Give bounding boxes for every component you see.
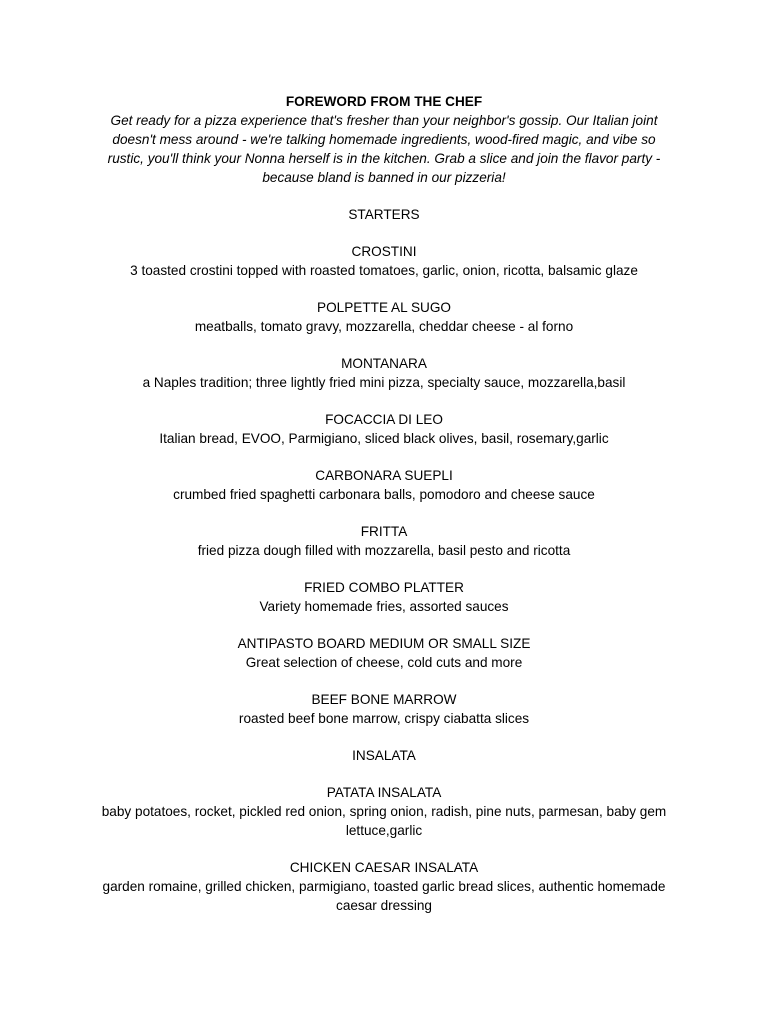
item-description: a Naples tradition; three lightly fried mini pizza, specialty sauce, mozzarella,basil <box>142 375 626 390</box>
item-name: ANTIPASTO BOARD MEDIUM OR SMALL SIZE <box>237 636 531 651</box>
foreword-title: FOREWORD FROM THE CHEF <box>285 94 483 109</box>
item-description: Great selection of cheese, cold cuts and more <box>245 655 523 670</box>
item-name: PATATA INSALATA <box>326 785 442 800</box>
item-description: Italian bread, EVOO, Parmigiano, sliced black olives, basil, rosemary,garlic <box>159 431 609 446</box>
section-title-starters: STARTERS <box>348 207 420 222</box>
item-name: FRIED COMBO PLATTER <box>304 580 464 595</box>
item-name: CARBONARA SUEPLI <box>315 468 453 483</box>
menu-item <box>96 690 672 728</box>
item-name: CHICKEN CAESAR INSALATA <box>289 860 479 875</box>
item-description: meatballs, tomato gravy, mozzarella, cheddar cheese - al forno <box>194 319 574 334</box>
menu-item <box>96 783 672 840</box>
item-name: POLPETTE AL SUGO <box>317 300 451 315</box>
item-name: MONTANARA <box>341 356 427 371</box>
menu-item <box>96 354 672 392</box>
menu-item <box>96 634 672 672</box>
item-description: baby potatoes, rocket, pickled red onion, spring onion, radish, pine nuts, parmesan, baby gem lettuce,garlic <box>101 804 667 838</box>
item-name: FRITTA <box>360 524 408 539</box>
item-description: garden romaine, grilled chicken, parmigiano, toasted garlic bread slices, authentic homemade caesar dressing <box>102 879 666 913</box>
item-name: CROSTINI <box>351 244 417 259</box>
item-name: FOCACCIA DI LEO <box>325 412 443 427</box>
item-description: crumbed fried spaghetti carbonara balls, pomodoro and cheese sauce <box>173 487 595 502</box>
menu-item <box>96 466 672 504</box>
item-description: roasted beef bone marrow, crispy ciabatta slices <box>238 711 530 726</box>
item-description: fried pizza dough filled with mozzarella, basil pesto and ricotta <box>197 543 571 558</box>
item-name: BEEF BONE MARROW <box>311 692 457 707</box>
section-title-insalata: INSALATA <box>352 748 416 763</box>
menu-item <box>96 242 672 280</box>
foreword-body: Get ready for a pizza experience that's fresher than your neighbor's gossip. Our Italian joint doesn't mess around - we're talking homemade ingredients, wood-fired magic, and vibe so rustic, you'll think your Nonna herself is in the kitchen. Grab a slice and join the flavor party - because bland is banned in our pizzeria! <box>107 113 661 185</box>
menu-item <box>96 578 672 616</box>
item-description: 3 toasted crostini topped with roasted tomatoes, garlic, onion, ricotta, balsamic glaze <box>130 263 638 278</box>
menu-item <box>96 522 672 560</box>
menu-content <box>96 92 672 915</box>
menu-item <box>96 298 672 336</box>
menu-item <box>96 410 672 448</box>
menu-item <box>96 858 672 915</box>
item-description: Variety homemade fries, assorted sauces <box>259 599 509 614</box>
